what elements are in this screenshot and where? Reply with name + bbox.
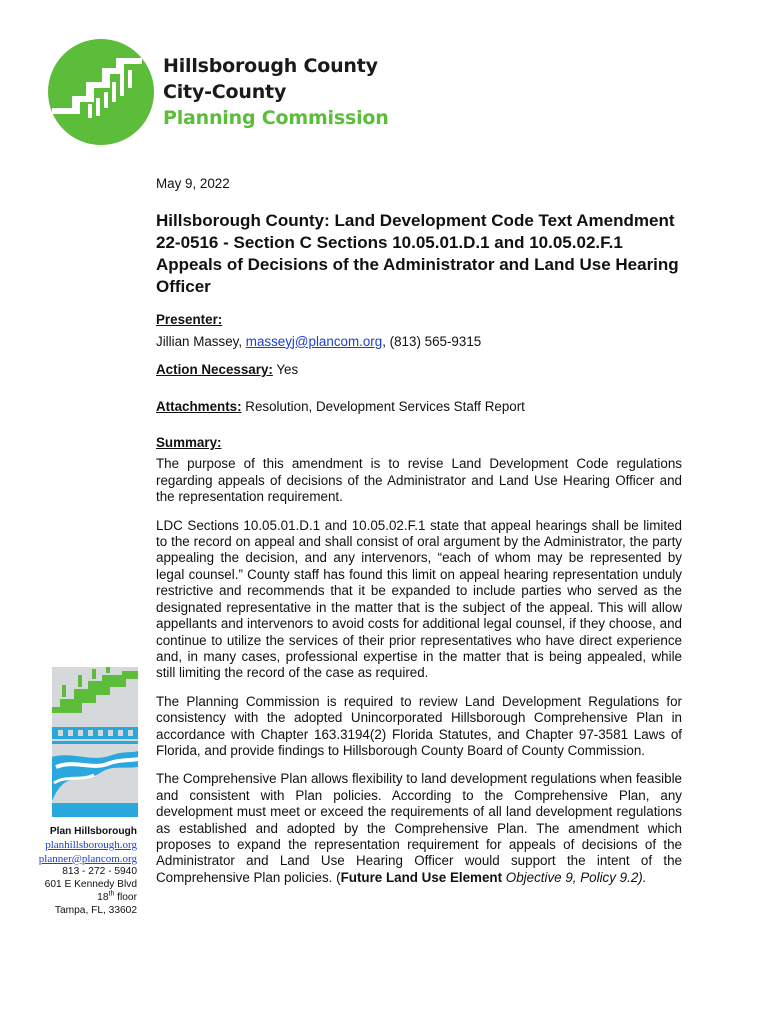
summary-label: Summary: bbox=[156, 435, 222, 451]
p4-italic: Objective 9, Policy 9.2). bbox=[502, 869, 647, 885]
presenter-name: Jillian Massey, bbox=[156, 333, 246, 349]
summary-paragraph-1: The purpose of this amendment is to revise Land Development Code regulations regarding appeals of decisions of the Administrator and Land Use Hearing Officer and the representation requirement. bbox=[156, 456, 682, 505]
org-line-3: Planning Commission bbox=[163, 107, 389, 129]
contact-info bbox=[20, 826, 137, 918]
p4-bold: Future Land Use Element bbox=[340, 869, 503, 885]
contact-email-link[interactable]: planner@plancom.org bbox=[38, 852, 137, 865]
contact-address-2 bbox=[20, 892, 137, 905]
landscape-illustration-icon bbox=[52, 667, 138, 817]
contact-address-1: 601 E Kennedy Blvd bbox=[44, 879, 137, 891]
floor-number: 18 bbox=[97, 891, 109, 903]
floor-word: floor bbox=[114, 891, 137, 903]
presenter-label-row bbox=[156, 312, 682, 328]
memo-date: May 9, 2022 bbox=[156, 176, 230, 191]
attachments-row bbox=[156, 399, 682, 415]
summary-paragraph-3: The Planning Commission is required to review Land Development Regulations for consistency with the adopted Unincorporated Hillsborough Comprehensive Plan in accordance with Chapter 163.3194(2) Florida Statutes, and Chapter 97-3581 Laws of Florida, and provide findings to Hillsborough County Board of County Commission. bbox=[156, 693, 682, 758]
attachments-label: Attachments: bbox=[156, 398, 242, 414]
contact-org-name: Plan Hillsborough bbox=[49, 826, 137, 837]
attachments-value: Resolution, Development Services Staff Report bbox=[241, 398, 525, 414]
action-label: Action Necessary: bbox=[156, 362, 273, 378]
summary-paragraph-2: LDC Sections 10.05.01.D.1 and 10.05.02.F.1 state that appeal hearings shall be limited to the record on appeal and shall consist of oral argument by the Administrator, the party appealing the decision, and any intervenors, “each of whom may be represented by legal counsel.” County staff has found this limit on appeal hearing representation unduly restrictive and recommends that it be expanded to include parties who served as the designated representative in the matter that is the subject of the appeal. This will allow appellants and intervenors to avoid costs for additional legal counsel, if they choose, and continue to utilize the services of their prior representatives who have direct experience and, in many cases, professional expertise in the matter that is being appealed, while still limiting the record of the case as required. bbox=[156, 517, 682, 681]
contact-address-3: Tampa, FL, 33602 bbox=[54, 904, 137, 916]
planning-commission-logo-icon bbox=[42, 38, 160, 146]
contact-phone: 813 - 272 - 5940 bbox=[62, 866, 137, 878]
org-line-1: Hillsborough County bbox=[163, 55, 378, 77]
presenter-label: Presenter: bbox=[156, 312, 223, 328]
presenter-row bbox=[156, 334, 682, 350]
memo-body bbox=[156, 176, 682, 898]
action-row bbox=[156, 362, 682, 378]
floor-suffix: th bbox=[108, 890, 115, 898]
presenter-phone: , (813) 565-9315 bbox=[382, 333, 482, 349]
action-value: Yes bbox=[272, 362, 299, 378]
org-line-2: City-County bbox=[163, 81, 287, 103]
p4-main: The Comprehensive Plan allows flexibility to land development regulations when feasible and consistent with Plan policies. According to the Comprehensive Plan, any development must meet or exceed the requirements of all land development regulations as established and adopted by the Comprehensive Plan. The amendment which proposes to expand the representation requirement for appeals of decisions of the Administrator and Land Use Hearing Officer would support the intent of the Comprehensive Plan policies. ( bbox=[156, 771, 682, 885]
memo-title: Hillsborough County: Land Development Code Text Amendment 22-0516 - Section C Sections 10.05.01.D.1 and 10.05.02.F.1 Appeals of Decisions of the Administrator and Land Use Hearing Officer bbox=[156, 211, 679, 297]
presenter-email-link[interactable]: masseyj@plancom.org bbox=[245, 333, 383, 349]
summary-label-row bbox=[156, 435, 682, 451]
summary-paragraph-4 bbox=[156, 771, 682, 886]
organization-name bbox=[163, 53, 389, 131]
contact-website-link[interactable]: planhillsborough.org bbox=[45, 838, 137, 851]
